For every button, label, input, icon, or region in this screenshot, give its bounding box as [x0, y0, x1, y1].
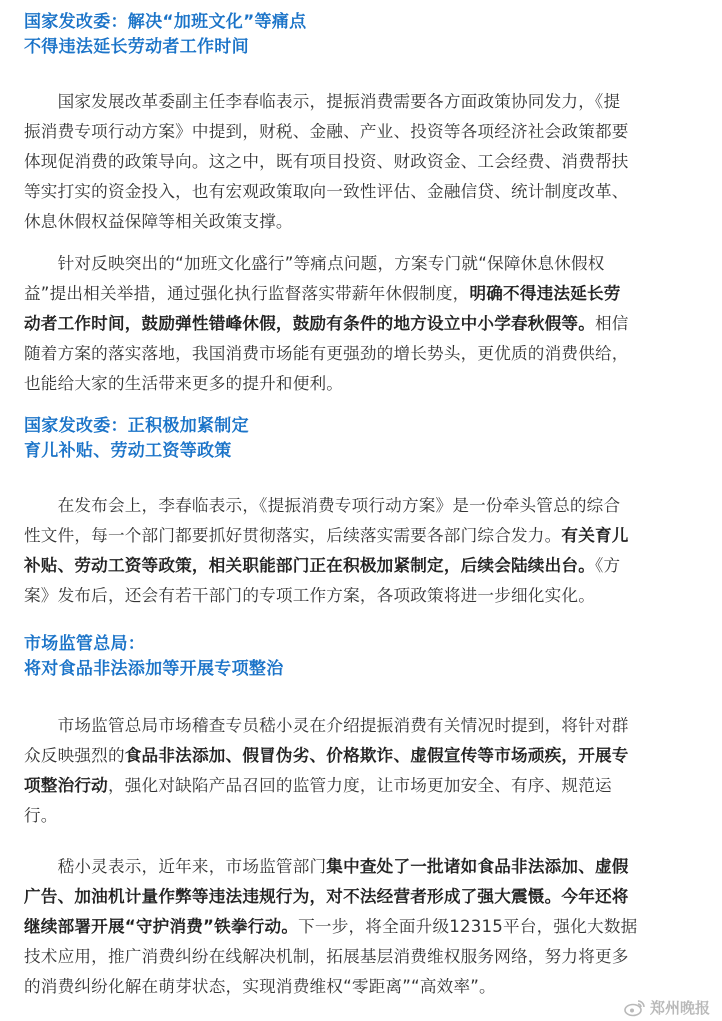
paragraph-line: [24, 882, 700, 912]
body-text: 《方: [595, 556, 621, 575]
paragraph-line: [24, 942, 700, 972]
bold-text: 集中查处了一批诸如食品非法添加、虚假: [326, 857, 629, 876]
paragraph: [24, 87, 700, 237]
paragraph-line: [24, 771, 700, 801]
body-text: 众反映强烈的: [24, 746, 125, 765]
heading-line: 不得违法延长劳动者工作时间: [24, 37, 249, 57]
heading-line: 国家发改委：解决“加班文化”等痛点: [24, 12, 307, 32]
paragraph-line: [24, 711, 700, 741]
paragraph-line: [24, 852, 700, 882]
bold-text: 动者工作时间，鼓励弹性错峰休假，鼓励有条件的地方设立中小学春秋假等。: [24, 314, 595, 333]
paragraph-line: [24, 741, 700, 771]
body-text: 益”提出相关举措，通过强化执行监督落实带薪年休假制度，: [24, 284, 470, 303]
paragraph-line: [24, 551, 700, 581]
bold-text: 食品非法添加、假冒伪劣、价格欺诈、虚假宣传等市场顽疾，开展专: [124, 746, 629, 765]
bold-text: 项整治行动: [24, 776, 108, 795]
heading-line: 育儿补贴、劳动工资等政策: [24, 441, 232, 461]
body-text: 体现促消费的政策导向。这之中，既有项目投资、财政资金、工会经费、消费帮扶: [24, 152, 629, 171]
body-text: 国家发展改革委副主任李春临表示，提振消费需要各方面政策协同发力，《提: [24, 92, 621, 111]
section-heading-2: [24, 414, 249, 464]
heading-line: 将对食品非法添加等开展专项整治: [24, 659, 284, 679]
paragraph-line: [24, 369, 700, 399]
weibo-icon: [624, 999, 646, 1017]
paragraph-line: [24, 117, 700, 147]
paragraph-line: [24, 309, 700, 339]
paragraph-line: [24, 249, 700, 279]
paragraph-line: [24, 177, 700, 207]
paragraph-line: [24, 972, 700, 1002]
body-text: ，强化对缺陷产品召回的监管力度，让市场更加安全、有序、规范运: [107, 776, 612, 795]
paragraph-line: [24, 491, 700, 521]
paragraph: [24, 711, 700, 831]
body-text: 案》发布后，还会有若干部门的专项工作方案，各项政策将进一步细化实化。: [24, 586, 595, 605]
watermark-text: 郑州晚报: [649, 999, 710, 1017]
body-text: 市场监管总局市场稽查专员嵇小灵在介绍提振消费有关情况时提到，将针对群: [24, 716, 629, 735]
paragraph-line: [24, 207, 700, 237]
body-text: 下一步，将全面升级12315平台，强化大数据: [298, 917, 638, 936]
bold-text: 广告、加油机计量作弊等违法违规行为，对不法经营者形成了强大震慑。今年还将: [24, 887, 629, 906]
paragraph-line: [24, 87, 700, 117]
body-text: 行。: [24, 806, 58, 825]
paragraph-line: [24, 147, 700, 177]
paragraph: [24, 491, 700, 611]
bold-text: 继续部署开展“守护消费”铁拳行动。: [24, 917, 299, 936]
paragraph-line: [24, 801, 700, 831]
paragraph: [24, 852, 700, 1002]
section-heading-1: [24, 10, 306, 60]
paragraph-line: [24, 279, 700, 309]
body-text: 技术应用，推广消费纠纷在线解决机制，拓展基层消费维权服务网络，努力将更多: [24, 947, 629, 966]
heading-line: 国家发改委：正积极加紧制定: [24, 416, 249, 436]
paragraph: [24, 249, 700, 399]
watermark: [624, 997, 710, 1018]
paragraph-line: [24, 581, 700, 611]
heading-line: 市场监管总局：: [24, 634, 146, 654]
paragraph-line: [24, 521, 700, 551]
paragraph-line: [24, 339, 700, 369]
section-heading-3: [24, 632, 284, 682]
paragraph-line: [24, 912, 700, 942]
bold-text: 明确不得违法延长劳: [469, 284, 621, 303]
body-text: 性文件，每一个部门都要抓好贯彻落实，后续落实需要各部门综合发力。: [24, 526, 562, 545]
body-text: 针对反映突出的“加班文化盛行”等痛点问题，方案专门就“保障休息休假权: [24, 254, 605, 273]
body-text: 也能给大家的生活带来更多的提升和便利。: [24, 374, 344, 393]
body-text: 等实打实的资金投入，也有宏观政策取向一致性评估、金融信贷、统计制度改革、: [24, 182, 629, 201]
body-text: 嵇小灵表示，近年来，市场监管部门: [24, 857, 327, 876]
body-text: 相信: [595, 314, 629, 333]
body-text: 休息休假权益保障等相关政策支撑。: [24, 212, 293, 231]
body-text: 随着方案的落实落地，我国消费市场能有更强劲的增长势头，更优质的消费供给，: [24, 344, 629, 363]
body-text: 的消费纠纷化解在萌芽状态，实现消费维权“零距离”“高效率”。: [24, 977, 496, 996]
body-text: 在发布会上，李春临表示，《提振消费专项行动方案》是一份牵头管总的综合: [24, 496, 621, 515]
bold-text: 补贴、劳动工资等政策，相关职能部门正在积极加紧制定，后续会陆续出台。: [24, 556, 595, 575]
bold-text: 有关育儿: [561, 526, 629, 545]
body-text: 振消费专项行动方案》中提到，财税、金融、产业、投资等各项经济社会政策都要: [24, 122, 629, 141]
